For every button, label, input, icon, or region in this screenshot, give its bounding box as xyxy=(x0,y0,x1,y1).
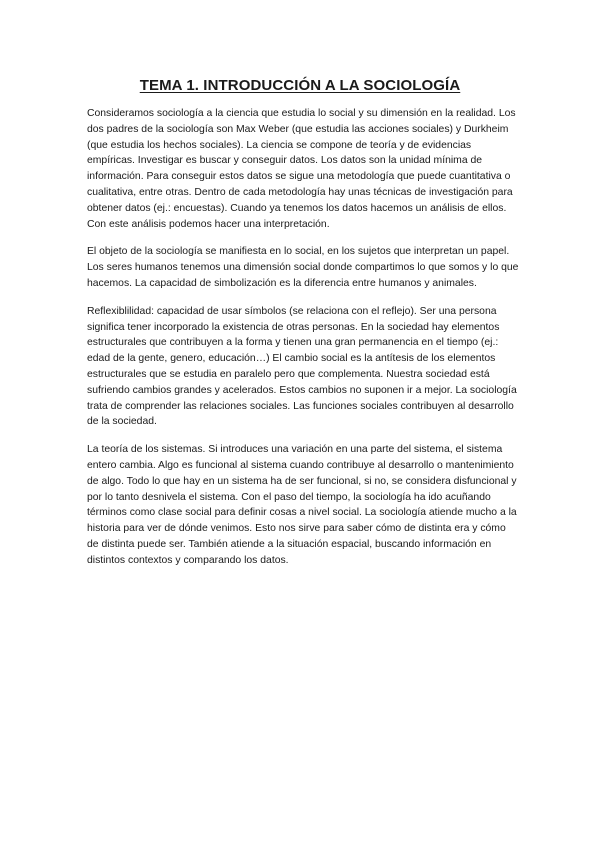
document-title: TEMA 1. INTRODUCCIÓN A LA SOCIOLOGÍA xyxy=(139,77,461,94)
paragraph-introduction: Consideramos sociología a la ciencia que estudia lo social y su dimensión en la realidad. Los dos padres de la sociología son Max Weber (que estudia las acciones sociales) y Durkheim (que estudia los hechos sociales). La ciencia se compone de teoría y de evidencias empíricas. Investigar es buscar y conseguir datos. Los datos son la unidad mínima de información. Para conseguir estos datos se sigue una metodología que puede cuantitativa o cualitativa, entre otras. Dentro de cada metodología hay unas técnicas de investigación para obtener datos (ej.: encuestas). Cuando ya tenemos los datos hacemos un análisis de ellos. Con este análisis podemos hacer una interpretación. xyxy=(87,108,516,230)
paragraph-object-of-sociology: El objeto de la sociología se manifiesta en lo social, en los sujetos que interpretan un papel. Los seres humanos tenemos una dimensión social donde compartimos lo que somos y lo que hacemos. La capacidad de simbolización es la diferencia entre humanos y animales. xyxy=(87,246,519,289)
document-body xyxy=(87,106,519,581)
paragraph-reflexibility: Reflexiblilidad: capacidad de usar símbolos (se relaciona con el reflejo). Ser una persona significa tener incorporado la existencia de otras personas. En la sociedad hay elementos estructurales que contribuyen a la forma y tienen una gran permanencia en el tiempo (ej.: edad de la gente, genero, educación…) El cambio social es la antítesis de los elementos estructurales que se estudia en paralelo pero que complementa. Nuestra sociedad está sufriendo cambios grandes y acelerados. Estos cambios no suponen ir a mejor. La sociología trata de comprender las relaciones sociales. Las funciones sociales contribuyen al desarrollo de la sociedad. xyxy=(87,305,517,428)
paragraph-systems-theory: La teoría de los sistemas. Si introduces una variación en una parte del sistema, el sistema entero cambia. Algo es funcional al sistema cuando contribuye al desarrollo o mantenimiento de algo. Todo lo que hay en un sistema ha de ser funcional, si no, se considera disfuncional y por lo tanto desnivela el sistema. Con el paso del tiempo, la sociología ha ido acuñando términos como clase social para definir cosas a nivel social. La sociología atiende mucho a la historia para ver de dónde venimos. Esto nos sirve para saber cómo de distinta era y cómo de distinta puede ser. También atiende a la situación espacial, buscando información en distintos contextos y comparando los datos. xyxy=(87,444,517,566)
